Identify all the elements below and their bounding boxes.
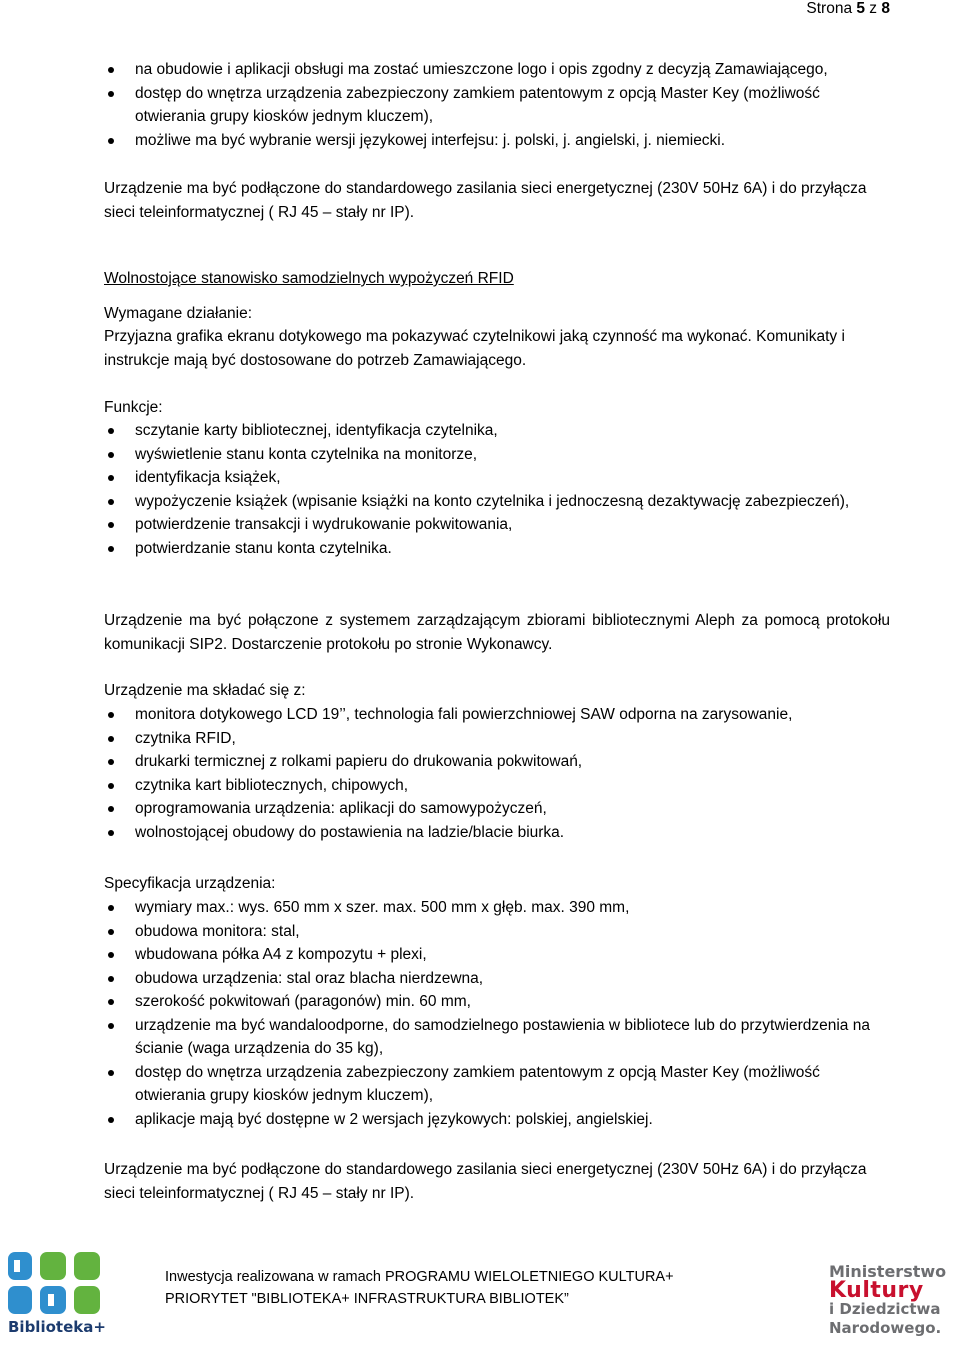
bullet-icon <box>108 91 114 97</box>
list-item: potwierdzanie stanu konta czytelnika. <box>104 537 890 561</box>
list-item: obudowa urządzenia: stal oraz blacha nierdzewna, <box>104 967 890 991</box>
ministry-logo-line-3: i Dziedzictwa <box>829 1300 941 1318</box>
functions-list <box>104 419 890 560</box>
components-label: Urządzenie ma składać się z: <box>104 682 306 699</box>
ministry-logo-line-1: Ministerstwo <box>829 1262 947 1281</box>
ministry-logo <box>829 1262 957 1340</box>
footer-text <box>165 1266 674 1310</box>
bullet-icon <box>108 905 114 911</box>
ministry-logo-line-4: Narodowego. <box>829 1319 942 1337</box>
spec-list <box>104 896 890 1131</box>
bullet-icon <box>108 830 114 836</box>
section-heading: Wolnostojące stanowisko samodzielnych wypożyczeń RFID <box>104 270 514 287</box>
bullet-icon <box>108 1117 114 1123</box>
bullet-icon <box>108 67 114 73</box>
list-item: aplikacje mają być dostępne w 2 wersjach językowych: polskiej, angielskiej. <box>104 1108 890 1132</box>
bullet-icon <box>108 1023 114 1029</box>
bullet-icon <box>108 1070 114 1076</box>
page-number: Strona 5 z 8 <box>806 0 890 17</box>
list-item: potwierdzenie transakcji i wydrukowanie pokwitowania, <box>104 513 890 537</box>
bullet-icon <box>108 759 114 765</box>
list-item: wypożyczenie książek (wpisanie książki na konto czytelnika i jednoczesną dezaktywację zabezpieczeń), <box>104 490 890 514</box>
list-item: oprogramowania urządzenia: aplikacji do samowypożyczeń, <box>104 797 890 821</box>
spec-label: Specyfikacja urządzenia: <box>104 875 276 892</box>
bullet-icon <box>108 999 114 1005</box>
required-label: Wymagane działanie: <box>104 305 253 322</box>
list-item: identyfikacja książek, <box>104 466 890 490</box>
list-item: szerokość pokwitowań (paragonów) min. 60 mm, <box>104 990 890 1014</box>
footer-line-2: PRIORYTET "BIBLIOTEKA+ INFRASTRUKTURA BIBLIOTEK” <box>165 1291 569 1307</box>
bullet-icon <box>108 428 114 434</box>
sip2-paragraph: Urządzenie ma być połączone z systemem zarządzającym zbiorami bibliotecznymi Aleph za pomocą protokołu komunikacji SIP2. Dostarczenie protokołu po stronie Wykonawcy. <box>104 612 890 653</box>
list-item: sczytanie karty bibliotecznej, identyfikacja czytelnika, <box>104 419 890 443</box>
footer-line-1: Inwestycja realizowana w ramach PROGRAMU WIELOLETNIEGO KULTURA+ <box>165 1269 674 1285</box>
list-item: obudowa monitora: stal, <box>104 920 890 944</box>
list-item: dostęp do wnętrza urządzenia zabezpieczony zamkiem patentowym z opcją Master Key (możliwość otwierania grupy kiosków jednym kluczem), <box>104 1061 890 1108</box>
bullet-icon <box>108 783 114 789</box>
bullet-icon <box>108 736 114 742</box>
list-item: wymiary max.: wys. 650 mm x szer. max. 500 mm x głęb. max. 390 mm, <box>104 896 890 920</box>
bullet-icon <box>108 976 114 982</box>
list-item: drukarki termicznej z rolkami papieru do drukowania pokwitowań, <box>104 750 890 774</box>
bullet-icon <box>108 522 114 528</box>
list-item: wbudowana półka A4 z kompozytu + plexi, <box>104 943 890 967</box>
list-requirements <box>104 58 890 152</box>
list-item: wyświetlenie stanu konta czytelnika na monitorze, <box>104 443 890 467</box>
list-item: dostęp do wnętrza urządzenia zabezpieczony zamkiem patentowym z opcją Master Key (możliwość otwierania grupy kiosków jednym kluczem), <box>104 82 890 129</box>
list-item: na obudowie i aplikacji obsługi ma zostać umieszczone logo i opis zgodny z decyzją Zamawiającego, <box>104 58 890 82</box>
bullet-icon <box>108 806 114 812</box>
list-item: czytnika kart bibliotecznych, chipowych, <box>104 774 890 798</box>
bullet-icon <box>108 929 114 935</box>
components-list <box>104 703 890 844</box>
bullet-icon <box>108 546 114 552</box>
bullet-icon <box>108 475 114 481</box>
bullet-icon <box>108 712 114 718</box>
biblioteka-plus-logo-text: Biblioteka+ <box>8 1318 106 1336</box>
power-paragraph-2: Urządzenie ma być podłączone do standardowego zasilania sieci energetycznej (230V 50Hz 6A) i do przyłącza sieci teleinformatycznej ( RJ 45 – stały nr IP). <box>104 1161 867 1202</box>
biblioteka-plus-logo <box>6 1250 111 1342</box>
functions-label: Funkcje: <box>104 399 163 416</box>
power-paragraph: Urządzenie ma być podłączone do standardowego zasilania sieci energetycznej (230V 50Hz 6A) i do przyłącza sieci teleinformatycznej ( RJ 45 – stały nr IP). <box>104 180 867 221</box>
bullet-icon <box>108 499 114 505</box>
bullet-icon <box>108 452 114 458</box>
bullet-icon <box>108 952 114 958</box>
ministry-logo-line-2: Kultury <box>829 1278 924 1303</box>
bullet-icon <box>108 138 114 144</box>
list-item: monitora dotykowego LCD 19’’, technologia fali powierzchniowej SAW odporna na zarysowanie, <box>104 703 890 727</box>
list-item: urządzenie ma być wandaloodporne, do samodzielnego postawienia w bibliotece lub do przytwierdzenia na ścianie (waga urządzenia do 35 kg), <box>104 1014 890 1061</box>
list-item: możliwe ma być wybranie wersji językowej interfejsu: j. polski, j. angielski, j. niemiecki. <box>104 129 890 153</box>
list-item: wolnostojącej obudowy do postawienia na ladzie/blacie biurka. <box>104 821 890 845</box>
list-item: czytnika RFID, <box>104 727 890 751</box>
required-text: Przyjazna grafika ekranu dotykowego ma pokazywać czytelnikowi jaką czynność ma wykonać. Komunikaty i instrukcje mają być dostosowane do potrzeb Zamawiającego. <box>104 328 845 369</box>
